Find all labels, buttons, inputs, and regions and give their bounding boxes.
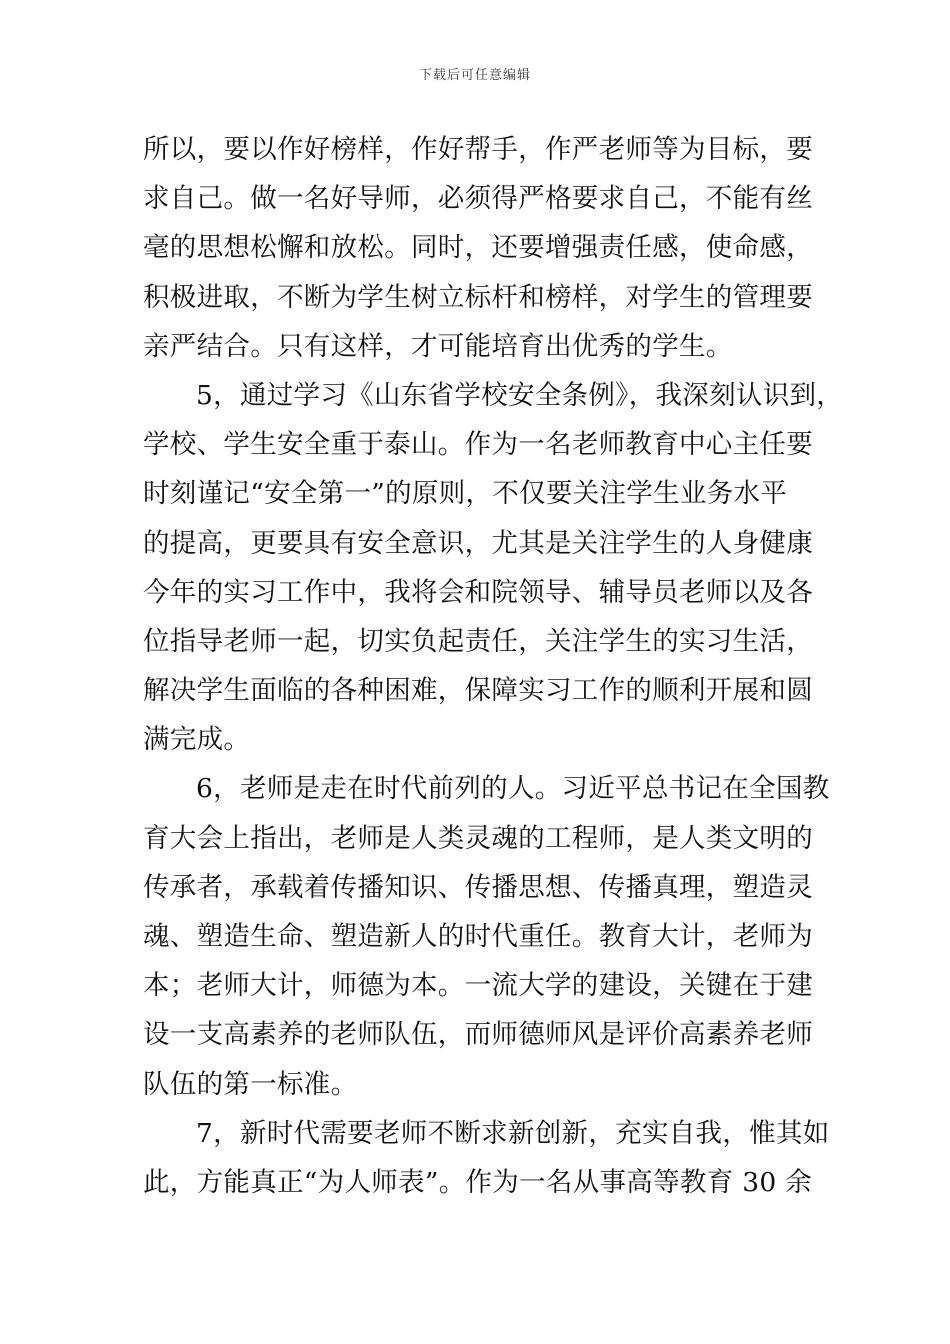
page-header: 下载后可任意编辑	[418, 68, 531, 83]
text-line: 解决学生面临的各种困难，保障实习工作的顺利开展和圆	[143, 675, 813, 707]
text-line: 魂、塑造生命、塑造新人的时代重任。教育大计，老师为	[143, 921, 813, 952]
text-line: 育大会上指出，老师是人类灵魂的工程师，是人类文明的	[143, 822, 813, 854]
text-line: 时刻谨记“安全第一”的原则，不仅要关注学生业务水平	[143, 478, 788, 510]
text-line: 传承者，承载着传播知识、传播思想、传播真理，塑造灵	[143, 871, 813, 903]
text-line: 积极进取，不断为学生树立标杆和榜样，对学生的管理要	[143, 281, 813, 313]
text-line: 满完成。	[143, 724, 251, 756]
text-line: 亲严结合。只有这样，才可能培育出优秀的学生。	[143, 330, 733, 362]
text-line: 学校、学生安全重于泰山。作为一名老师教育中心主任要	[143, 429, 813, 461]
text-line: 7，新时代需要老师不断求新创新，充实自我，惟其如	[196, 1117, 830, 1149]
text-line: 本；老师大计，师德为本。一流大学的建设，关键在于建	[143, 970, 813, 1002]
text-line: 此，方能真正“为人师表”。作为一名从事高等教育 30 余	[143, 1166, 813, 1198]
text-line: 的提高，更要具有安全意识，尤其是关注学生的人身健康	[143, 527, 813, 559]
text-line: 毫的思想松懈和放松。同时，还要增强责任感，使命感，	[143, 232, 813, 264]
text-line: 设一支高素养的老师队伍，而师德师风是评价高素养老师	[143, 1019, 813, 1051]
text-line: 6，老师是走在时代前列的人。习近平总书记在全国教	[196, 773, 830, 805]
text-line: 求自己。做一名好导师，必须得严格要求自己，不能有丝	[143, 183, 813, 215]
text-line: 所以，要以作好榜样，作好帮手，作严老师等为目标，要	[143, 134, 813, 165]
text-line: 今年的实习工作中，我将会和院领导、辅导员老师以及各	[143, 576, 813, 608]
text-line: 位指导老师一起，切实负起责任，关注学生的实习生活，	[143, 625, 813, 657]
document-body	[143, 125, 844, 1207]
text-line: 队伍的第一标准。	[143, 1068, 358, 1100]
text-line: 5，通过学习《山东省学校安全条例》，我深刻认识到，	[196, 379, 844, 411]
